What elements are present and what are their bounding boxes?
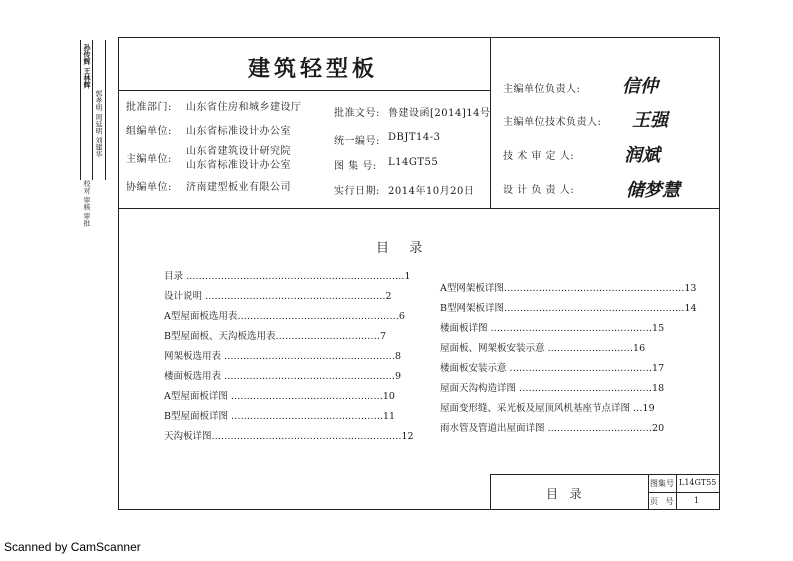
dept-value: 山东省住房和城乡建设厅 (186, 102, 302, 113)
toc-left-item[interactable]: 设计说明 …………………………………………………2 (164, 291, 392, 302)
frame-left (118, 37, 119, 510)
strip-approval-text: 孙传辉 王林辉 (83, 44, 92, 89)
toc-left-item[interactable]: 目录 ……………………………………………………………1 (164, 271, 411, 282)
toc-right-item[interactable]: 屋面变形缝、采光板及屋顶风机基座节点详图 …19 (440, 403, 655, 414)
header-divider (490, 37, 491, 208)
chief-value-1: 山东省建筑设计研究院 (186, 146, 291, 157)
toc-right-item[interactable]: B型网架板详图…………………………………………………14 (440, 303, 697, 314)
dept-label: 批准部门: (126, 102, 172, 113)
num-value: DBJT14-3 (388, 132, 441, 143)
num-label: 统一编号: (334, 136, 380, 147)
doc-label: 批准文号: (334, 108, 380, 119)
toc-left-item[interactable]: A型屋面板选用表……………………………………………6 (164, 311, 405, 322)
strip-roles: 校对 审核 审批 (83, 180, 91, 227)
responsible-label-1: 主编单位负责人: (503, 84, 581, 95)
toc-heading: 目 录 (376, 241, 425, 256)
date-value: 2014年10月20日 (388, 186, 475, 197)
signature-3: 润斌 (624, 145, 660, 166)
signature-4: 储梦慧 (626, 180, 680, 201)
toc-left-item[interactable]: 楼面板选用表 ………………………………………………9 (164, 371, 402, 382)
org-value: 山东省标准设计办公室 (186, 126, 291, 137)
toc-left-item[interactable]: B型屋面板、天沟板选用表……………………………7 (164, 331, 387, 342)
scanner-footer: Scanned by CamScanner (4, 540, 141, 554)
title-divider (118, 90, 490, 91)
chief-value-2: 山东省标准设计办公室 (186, 160, 291, 171)
signature-1: 信仲 (622, 76, 658, 97)
title-block-name: 目 录 (546, 487, 582, 501)
toc-right-item[interactable]: 屋面天沟构造详图 ……………………………………18 (440, 383, 665, 394)
signature-2: 王强 (632, 110, 668, 131)
left-strip (80, 40, 118, 227)
responsible-label-3: 技 术 审 定 人: (503, 151, 575, 162)
org-label: 组编单位: (126, 126, 172, 137)
atlas-value: L14GT55 (388, 157, 439, 168)
responsible-label-2: 主编单位技术负责人: (503, 117, 602, 128)
page-number-label: 页 号 (650, 497, 674, 506)
title-block (490, 474, 720, 510)
co-label: 协编单位: (126, 182, 172, 193)
co-value: 济南建型板业有限公司 (186, 182, 291, 193)
atlas-number-label: 图集号 (650, 479, 674, 488)
frame-right (719, 37, 720, 510)
toc-right-item[interactable]: 屋面板、网架板安装示意 ………………………16 (440, 343, 646, 354)
page-title: 建筑轻型板 (248, 56, 379, 82)
atlas-label: 图 集 号: (334, 161, 377, 172)
date-label: 实行日期: (334, 186, 380, 197)
toc-right-item[interactable]: 雨水管及管道出屋面详图 ……………………………20 (440, 423, 665, 434)
toc-right-item[interactable]: 楼面板安装示意 ………………………………………17 (440, 363, 665, 374)
strip-names: 郭孝明 周延明 刘建华 (95, 90, 103, 158)
toc-left-item[interactable]: B型屋面板详图 …………………………………………11 (164, 411, 396, 422)
toc-left-item[interactable]: 网架板选用表 ………………………………………………8 (164, 351, 402, 362)
frame-top (118, 37, 720, 38)
page-number-value: 1 (694, 496, 700, 505)
toc-right-item[interactable]: A型网架板详图…………………………………………………13 (440, 283, 697, 294)
chief-label: 主编单位: (126, 154, 172, 165)
toc-right-item[interactable]: 楼面板详图 ……………………………………………15 (440, 323, 665, 334)
doc-value: 鲁建设函[2014]14号 (388, 108, 491, 119)
toc-left-item[interactable]: 天沟板详图……………………………………………………12 (164, 431, 414, 442)
responsible-label-4: 设 计 负 责 人: (503, 185, 575, 196)
header-bottom-line (118, 208, 720, 209)
toc-left-item[interactable]: A型屋面板详图 …………………………………………10 (164, 391, 395, 402)
atlas-number-value: L14GT55 (679, 478, 717, 487)
